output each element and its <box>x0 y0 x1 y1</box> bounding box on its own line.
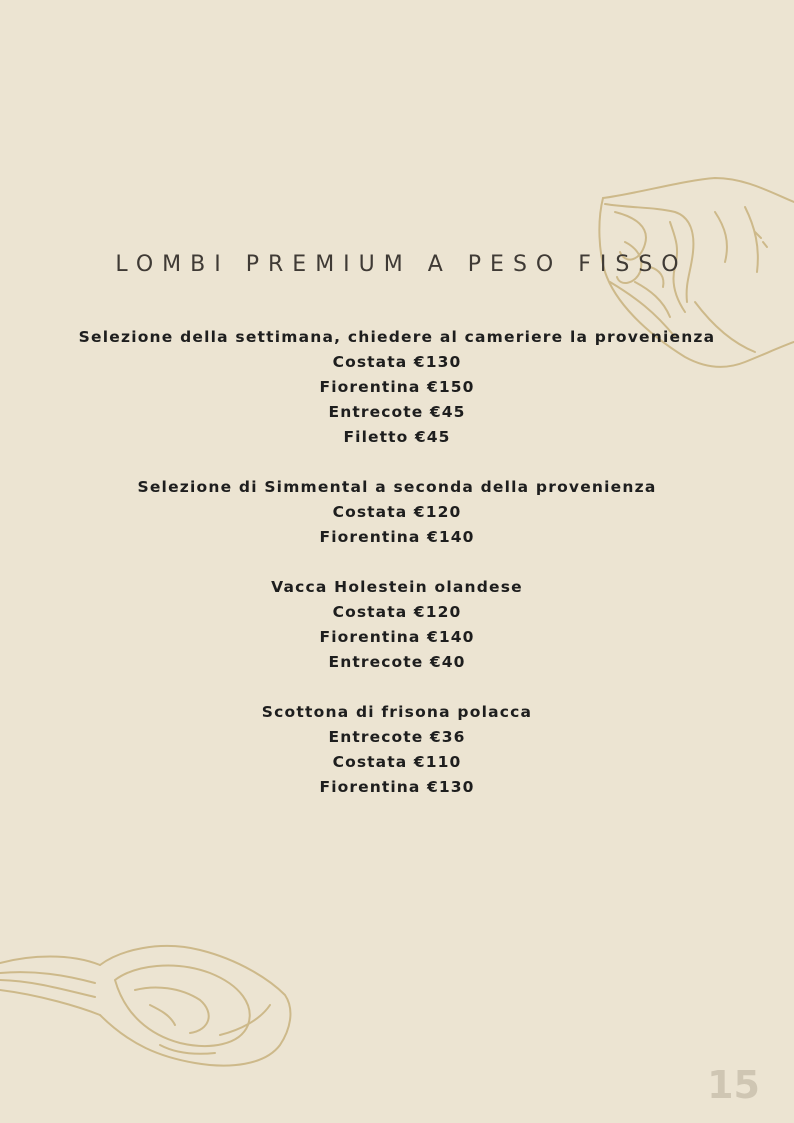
page-title: LOMBI PREMIUM A PESO FISSO <box>115 252 688 277</box>
menu-section <box>0 325 794 450</box>
menu-item: Fiorentina €140 <box>319 528 475 546</box>
menu-item: Entrecote €40 <box>328 653 466 671</box>
section-heading: Selezione di Simmental a seconda della provenienza <box>137 478 657 496</box>
menu-item: Fiorentina €150 <box>319 378 475 396</box>
section-heading: Selezione della settimana, chiedere al cameriere la provenienza <box>78 328 716 346</box>
menu-item: Fiorentina €130 <box>319 778 475 796</box>
menu-section <box>0 575 794 675</box>
menu-section <box>0 475 794 550</box>
menu-item: Costata €110 <box>332 753 462 771</box>
meat-cut-illustration-bottom <box>0 935 300 1070</box>
menu-item: Entrecote €36 <box>328 728 466 746</box>
menu-section <box>0 700 794 800</box>
menu-item: Costata €130 <box>332 353 462 371</box>
page-number: 15 <box>707 1063 760 1107</box>
menu-item: Costata €120 <box>332 603 462 621</box>
section-heading: Vacca Holestein olandese <box>271 578 523 596</box>
menu-list <box>0 325 794 825</box>
menu-item: Costata €120 <box>332 503 462 521</box>
section-heading: Scottona di frisona polacca <box>261 703 533 721</box>
menu-item: Fiorentina €140 <box>319 628 475 646</box>
menu-item: Entrecote €45 <box>328 403 466 421</box>
menu-item: Filetto €45 <box>343 428 451 446</box>
